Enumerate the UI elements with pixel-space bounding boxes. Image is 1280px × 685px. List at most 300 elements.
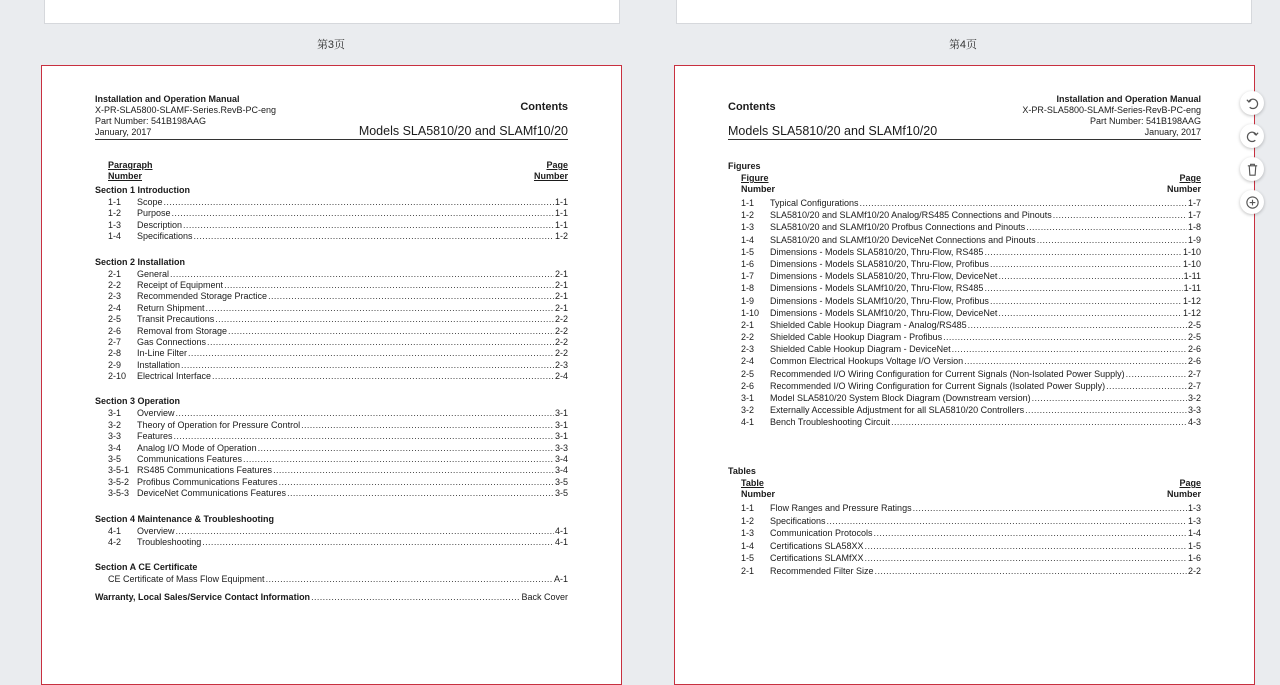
- entry-page: 3-4: [554, 465, 568, 476]
- contents-heading: Contents: [520, 101, 568, 113]
- col-number: Number: [741, 489, 776, 499]
- col-page: Page: [546, 160, 568, 170]
- leader-dots: [1053, 209, 1187, 221]
- toc-entry[interactable]: [108, 326, 568, 337]
- page-toolbar: [1240, 91, 1264, 214]
- entry-page: 1-2: [554, 231, 568, 242]
- toc-entry[interactable]: [108, 408, 568, 419]
- page-header-info: [95, 94, 276, 138]
- entry-number: 3-2: [741, 405, 755, 416]
- entry-title: Recommended I/O Wiring Configuration for Current Signals (Isolated Power Supply): [770, 380, 1106, 391]
- entry-title: Dimensions - Models SLAMf10/20, Thru-Flow, RS485: [770, 283, 984, 294]
- toc-entry[interactable]: [108, 431, 568, 442]
- entry-number: 2-1: [741, 319, 755, 330]
- entry-page: A-1: [553, 574, 568, 585]
- entry-page: 2-2: [554, 314, 568, 325]
- entry-title: Recommended Filter Size: [770, 565, 874, 576]
- toc-entry[interactable]: [108, 303, 568, 314]
- entry-number: 2-2: [741, 332, 755, 343]
- leader-dots: [964, 355, 1187, 367]
- entry-number: 1-7: [741, 271, 755, 282]
- toc-entry[interactable]: [108, 526, 568, 537]
- entry-title: In-Line Filter: [137, 348, 188, 359]
- entry-number: 1-8: [741, 283, 755, 294]
- manual-title: Installation and Operation Manual: [95, 94, 240, 104]
- col-page: Page: [1179, 173, 1201, 183]
- leader-dots: [266, 574, 553, 585]
- leader-dots: [301, 420, 554, 431]
- toc-entry[interactable]: [108, 477, 568, 488]
- entry-title: Dimensions - Models SLAMf10/20, Thru-Flow, DeviceNet: [770, 307, 998, 318]
- entry-title: SLA5810/20 and SLAMf10/20 DeviceNet Connections and Pinouts: [770, 234, 1036, 245]
- entry-number: 2-3: [741, 344, 755, 355]
- leader-dots: [984, 246, 1182, 258]
- leader-dots: [176, 408, 554, 419]
- entry-page: 1-8: [1187, 222, 1201, 233]
- warranty-row[interactable]: [95, 592, 568, 603]
- doc-id: X-PR-SLA5800-SLAMF-Series.RevB-PC-eng: [95, 105, 277, 115]
- entry-title: Specifications: [770, 515, 826, 526]
- entry-page: 1-12: [1182, 295, 1201, 306]
- entry-number: 1-1: [741, 198, 755, 208]
- entry-number: 2-8: [108, 348, 122, 359]
- entry-number: 2-4: [108, 302, 122, 313]
- page-3[interactable]: [41, 65, 622, 685]
- toc-entry[interactable]: [741, 552, 1201, 565]
- toc-entry[interactable]: [108, 348, 568, 359]
- entry-page: 2-1: [554, 279, 568, 290]
- entry-title: Theory of Operation for Pressure Control: [137, 419, 301, 430]
- leader-dots: [202, 537, 554, 548]
- leader-dots: [990, 258, 1182, 270]
- entry-number: 2-1: [108, 268, 122, 279]
- entry-number: 2-10: [108, 371, 127, 382]
- section-title[interactable]: Section 1 Introduction: [95, 185, 191, 195]
- toc-entry[interactable]: [741, 515, 1201, 528]
- toc-entry[interactable]: [741, 209, 1201, 221]
- add-page-button[interactable]: [1240, 190, 1264, 214]
- entry-number: 1-5: [741, 246, 755, 257]
- entry-title: SLA5810/20 and SLAMf10/20 Analog/RS485 Connections and Pinouts: [770, 210, 1052, 221]
- entry-title: Flow Ranges and Pressure Ratings: [770, 503, 912, 513]
- rotate-left-button[interactable]: [1240, 91, 1264, 115]
- toc-entry[interactable]: [108, 360, 568, 371]
- entry-page: 1-4: [1187, 528, 1201, 539]
- entry-title: Dimensions - Models SLAMf10/20, Thru-Flow, Profibus: [770, 295, 989, 306]
- entry-title: Recommended Storage Practice: [137, 291, 268, 302]
- entry-number: 4-1: [741, 417, 755, 428]
- entry-page: 2-2: [554, 336, 568, 347]
- toc-entry[interactable]: [741, 246, 1201, 258]
- entry-title: Description: [137, 219, 183, 230]
- leader-dots: [181, 360, 554, 371]
- toc-entry[interactable]: [108, 574, 568, 585]
- entry-number: 3-3: [108, 431, 122, 442]
- leader-dots: [215, 314, 554, 325]
- entry-page: 4-1: [554, 525, 568, 536]
- entry-page: 3-3: [554, 442, 568, 453]
- leader-dots: [952, 343, 1187, 355]
- entry-number: 1-4: [741, 234, 755, 245]
- entry-number: 2-7: [108, 336, 122, 347]
- toc-entry[interactable]: [108, 420, 568, 431]
- leader-dots: [228, 326, 554, 337]
- toc-entry[interactable]: [741, 221, 1201, 233]
- list-of-figures: [728, 160, 1201, 429]
- entry-number: 3-5: [108, 454, 122, 465]
- previous-page-right: [676, 0, 1252, 24]
- entry-number: 2-6: [741, 380, 755, 391]
- entry-number: 3-1: [741, 393, 755, 403]
- entry-number: 4-2: [108, 536, 122, 547]
- toc-entry[interactable]: [108, 208, 568, 219]
- entry-number: 1-10: [741, 307, 760, 318]
- entry-number: 1-3: [741, 222, 755, 233]
- col-table: Table: [741, 478, 764, 488]
- entry-title: Shielded Cable Hookup Diagram - Analog/RS485: [770, 319, 967, 330]
- entry-title: Analog I/O Mode of Operation: [137, 442, 257, 453]
- entry-title: Shielded Cable Hookup Diagram - Profibus: [770, 332, 943, 343]
- entry-page: 1-7: [1187, 210, 1201, 221]
- leader-dots: [212, 371, 554, 382]
- leader-dots: [998, 270, 1182, 282]
- entry-number: 2-6: [108, 325, 122, 336]
- leader-dots: [170, 269, 554, 280]
- entry-title: Gas Connections: [137, 336, 207, 347]
- entry-number: 2-2: [108, 279, 122, 290]
- entry-number: 2-5: [741, 368, 755, 379]
- toc-entry[interactable]: [108, 314, 568, 325]
- leader-dots: [174, 431, 554, 442]
- leader-dots: [1032, 392, 1187, 404]
- entry-title: Common Electrical Hookups Voltage I/O Version: [770, 356, 964, 367]
- entry-page: 2-3: [554, 359, 568, 370]
- leader-dots: [194, 231, 554, 242]
- leader-dots: [206, 303, 554, 314]
- entry-title: SLA5810/20 and SLAMf10/20 Profbus Connections and Pinouts: [770, 222, 1026, 233]
- toc-entry[interactable]: [108, 454, 568, 465]
- toc-entry[interactable]: [108, 231, 568, 242]
- toc-entry[interactable]: [741, 565, 1201, 578]
- entry-title: Troubleshooting: [137, 536, 202, 547]
- entry-page: 2-1: [554, 268, 568, 279]
- toc-entry[interactable]: [741, 295, 1201, 307]
- header-rule: [728, 139, 1201, 140]
- entry-page: 1-3: [1187, 503, 1201, 513]
- toc-entry[interactable]: [741, 282, 1201, 294]
- entry-title: Communications Features: [137, 454, 243, 465]
- entry-number: 2-3: [108, 291, 122, 302]
- col-number: Number: [108, 171, 143, 181]
- leader-dots: [164, 197, 554, 208]
- toc-entry[interactable]: [741, 331, 1201, 343]
- entry-page: 1-1: [554, 208, 568, 219]
- entry-number: 2-1: [741, 565, 755, 576]
- entry-title: Dimensions - Models SLA5810/20, Thru-Flow, DeviceNet: [770, 271, 998, 282]
- toc-entry[interactable]: [741, 355, 1201, 367]
- toc-entry[interactable]: [108, 197, 568, 208]
- leader-dots: [258, 443, 554, 454]
- toc-entry[interactable]: [741, 380, 1201, 392]
- toc-entry[interactable]: [741, 502, 1201, 515]
- entry-title: Certifications SLAMfXX: [770, 553, 864, 564]
- leader-dots: [207, 337, 554, 348]
- leader-dots: [827, 515, 1187, 528]
- toc-entry[interactable]: [741, 416, 1201, 428]
- entry-page: 2-7: [1187, 368, 1201, 379]
- entry-page: 2-6: [1187, 356, 1201, 367]
- entry-title: Model SLA5810/20 System Block Diagram (Downstream version): [770, 393, 1031, 403]
- warranty-text: Warranty, Local Sales/Service Contact Information: [95, 591, 311, 602]
- table-of-contents: [95, 160, 568, 603]
- entry-title: Bench Troubleshooting Circuit: [770, 417, 891, 428]
- tables-title: Tables: [728, 466, 756, 476]
- page-4-label: 第4页: [948, 39, 978, 51]
- toc-entry[interactable]: [741, 343, 1201, 355]
- toc-entry[interactable]: [741, 270, 1201, 282]
- entry-number: 1-4: [108, 231, 122, 242]
- leader-dots: [913, 502, 1187, 515]
- entry-title: Receipt of Equipment: [137, 279, 224, 290]
- entry-number: 1-9: [741, 295, 755, 306]
- doc-date: January, 2017: [1144, 127, 1201, 137]
- col-page-number: Number: [533, 171, 568, 181]
- leader-dots: [1026, 221, 1187, 233]
- delete-page-button[interactable]: [1240, 157, 1264, 181]
- toc-entry[interactable]: [741, 404, 1201, 416]
- entry-number: 1-6: [741, 258, 755, 269]
- entry-title: Features: [137, 431, 173, 442]
- entry-number: 1-2: [741, 210, 755, 221]
- leader-dots: [224, 280, 554, 291]
- models-heading: Models SLA5810/20 and SLAMf10/20: [358, 124, 568, 138]
- leader-dots: [943, 331, 1187, 343]
- entry-title: RS485 Communications Features: [137, 465, 273, 476]
- part-number: Part Number: 541B198AAG: [95, 116, 207, 126]
- entry-title: Profibus Communications Features: [137, 476, 278, 487]
- toc-entry[interactable]: [741, 197, 1201, 209]
- toc-entry[interactable]: [741, 234, 1201, 246]
- toc-entry[interactable]: [741, 527, 1201, 540]
- leader-dots: [1106, 380, 1187, 392]
- toc-entry[interactable]: [108, 220, 568, 231]
- leader-dots: [172, 208, 554, 219]
- toc-entry[interactable]: [741, 307, 1201, 319]
- col-page-number: Number: [1166, 184, 1201, 194]
- entry-page: 3-5: [554, 476, 568, 487]
- leader-dots: [865, 552, 1187, 565]
- doc-id: X-PR-SLA5800-SLAMf-Series-RevB-PC-eng: [1022, 105, 1201, 115]
- section-title[interactable]: Section 4 Maintenance & Troubleshooting: [95, 513, 275, 524]
- toc-entry[interactable]: [108, 465, 568, 476]
- entry-page: 1-9: [1187, 234, 1201, 245]
- entry-page: 1-11: [1183, 271, 1201, 282]
- rotate-right-button[interactable]: [1240, 124, 1264, 148]
- entry-number: 3-5-2: [108, 476, 130, 487]
- leader-dots: [243, 454, 554, 465]
- entry-page: 2-1: [554, 302, 568, 313]
- entry-title: Shielded Cable Hookup Diagram - DeviceNet: [770, 344, 951, 355]
- entry-title: Overview: [137, 525, 175, 536]
- entry-page: 2-4: [554, 371, 568, 382]
- toc-entry[interactable]: [108, 371, 568, 382]
- toc-entry[interactable]: [108, 280, 568, 291]
- section-title[interactable]: Section 2 Installation: [95, 256, 186, 267]
- col-number: Number: [741, 184, 776, 194]
- entry-page: 2-7: [1187, 380, 1201, 391]
- entry-number: 3-5-1: [108, 465, 130, 476]
- entry-title: Return Shipment: [137, 302, 205, 313]
- entry-number: 2-4: [741, 356, 755, 367]
- leader-dots: [1037, 234, 1187, 246]
- figures-title: Figures: [728, 161, 761, 171]
- toc-entry[interactable]: [741, 540, 1201, 553]
- entry-number: 1-5: [741, 553, 755, 564]
- entry-page: 2-5: [1187, 319, 1201, 330]
- page-3-label: 第3页: [316, 39, 346, 51]
- entry-title: Dimensions - Models SLA5810/20, Thru-Flow, Profibus: [770, 258, 989, 269]
- entry-page: 3-3: [1187, 405, 1201, 416]
- entry-title: Transit Precautions: [137, 314, 215, 325]
- leader-dots: [860, 197, 1187, 209]
- leader-dots: [990, 295, 1182, 307]
- leader-dots: [311, 592, 520, 603]
- col-figure: Figure: [741, 173, 769, 183]
- entry-page: 2-2: [554, 348, 568, 359]
- toc-entry[interactable]: [741, 258, 1201, 270]
- entry-page: 3-1: [554, 431, 568, 442]
- entry-number: 1-1: [741, 503, 755, 513]
- column-headers: [108, 160, 568, 184]
- leader-dots: [183, 220, 554, 231]
- entry-number: 1-3: [108, 219, 122, 230]
- entry-title: Recommended I/O Wiring Configuration for Current Signals (Non-Isolated Power Supply): [770, 368, 1125, 379]
- leader-dots: [984, 282, 1182, 294]
- entry-page: 3-5: [554, 488, 568, 499]
- toc-entry[interactable]: [108, 488, 568, 499]
- entry-title: Typical Configurations: [770, 198, 859, 208]
- entry-number: 1-4: [741, 540, 755, 551]
- entry-number: 2-5: [108, 314, 122, 325]
- entry-page: 2-2: [1187, 565, 1201, 576]
- trash-icon: [1245, 162, 1260, 177]
- header-rule: [95, 139, 568, 140]
- entry-page: 4-3: [1187, 417, 1201, 428]
- entry-number: 3-2: [108, 419, 122, 430]
- previous-page-left: [44, 0, 620, 24]
- entry-title: Removal from Storage: [137, 325, 228, 336]
- entry-title: Externally Accessible Adjustment for all SLA5810/20 Controllers: [770, 405, 1025, 416]
- entry-page: 1-7: [1187, 198, 1201, 208]
- entry-title: General: [137, 268, 170, 279]
- leader-dots: [891, 416, 1187, 428]
- leader-dots: [1025, 404, 1187, 416]
- figure-column-headers: [741, 173, 1201, 197]
- entry-page: 1-6: [1187, 553, 1201, 564]
- entry-page: 3-1: [554, 419, 568, 430]
- entry-title: Scope: [137, 197, 163, 207]
- entry-number: 1-2: [741, 515, 755, 526]
- entry-page: 1-1: [554, 219, 568, 230]
- leader-dots: [188, 348, 554, 359]
- entry-page: 1-10: [1182, 246, 1201, 257]
- entry-title: Communication Protocols: [770, 528, 873, 539]
- part-number: Part Number: 541B198AAG: [1089, 116, 1201, 126]
- leader-dots: [998, 307, 1182, 319]
- leader-dots: [875, 565, 1187, 578]
- entry-title: Purpose: [137, 208, 171, 219]
- add-page-icon: [1245, 195, 1260, 210]
- contents-heading: Contents: [728, 101, 776, 113]
- leader-dots: [279, 477, 554, 488]
- col-paragraph: Paragraph: [108, 160, 153, 170]
- leader-dots: [273, 465, 554, 476]
- toc-entry[interactable]: [108, 291, 568, 302]
- entry-title: Certifications SLA58XX: [770, 540, 864, 551]
- leader-dots: [865, 540, 1187, 553]
- toc-entry[interactable]: [108, 269, 568, 280]
- entry-page: 2-5: [1187, 332, 1201, 343]
- leader-dots: [287, 488, 554, 499]
- entry-page: 1-1: [554, 197, 568, 207]
- toc-entry[interactable]: [741, 319, 1201, 331]
- entry-page: 2-2: [554, 325, 568, 336]
- doc-date: January, 2017: [95, 127, 152, 137]
- entry-page: 2-1: [554, 291, 568, 302]
- entry-page: 1-10: [1182, 258, 1201, 269]
- models-heading: Models SLA5810/20 and SLAMf10/20: [728, 124, 938, 138]
- entry-page: 1-3: [1187, 515, 1201, 526]
- entry-title: Installation: [137, 359, 181, 370]
- entry-page: 1-5: [1187, 540, 1201, 551]
- toc-entry[interactable]: [741, 392, 1201, 404]
- entry-number: 2-9: [108, 359, 122, 370]
- entry-number: 4-1: [108, 525, 122, 536]
- section-title[interactable]: Section 3 Operation: [95, 396, 181, 407]
- page-4[interactable]: [674, 65, 1255, 685]
- section-title[interactable]: Section A CE Certificate: [95, 562, 198, 573]
- leader-dots: [176, 526, 554, 537]
- table-column-headers: [741, 478, 1201, 502]
- rotate-right-icon: [1245, 129, 1260, 144]
- toc-entry[interactable]: [108, 443, 568, 454]
- entry-page: 2-6: [1187, 344, 1201, 355]
- entry-number: 3-4: [108, 442, 122, 453]
- entry-page: 3-2: [1187, 393, 1201, 403]
- manual-title: Installation and Operation Manual: [1056, 94, 1201, 104]
- entry-title: Electrical Interface: [137, 371, 212, 382]
- leader-dots: [968, 319, 1187, 331]
- col-page-number: Number: [1166, 489, 1201, 499]
- entry-page: 1-11: [1183, 283, 1201, 294]
- col-page: Page: [1179, 478, 1201, 488]
- toc-entry[interactable]: [108, 537, 568, 548]
- entry-page: 3-4: [554, 454, 568, 465]
- leader-dots: [1126, 368, 1187, 380]
- entry-title: Overview: [137, 408, 175, 419]
- entry-page: 3-1: [554, 408, 568, 419]
- toc-entry[interactable]: [741, 368, 1201, 380]
- entry-title: Dimensions - Models SLA5810/20, Thru-Flow, RS485: [770, 246, 984, 257]
- toc-entry[interactable]: [108, 337, 568, 348]
- entry-number: 1-1: [108, 197, 122, 207]
- leader-dots: [874, 527, 1187, 540]
- entry-number: 1-2: [108, 208, 122, 219]
- entry-title: DeviceNet Communications Features: [137, 488, 287, 499]
- rotate-left-icon: [1245, 96, 1260, 111]
- page-header-info: [1022, 94, 1201, 138]
- entry-title: Specifications: [137, 231, 193, 242]
